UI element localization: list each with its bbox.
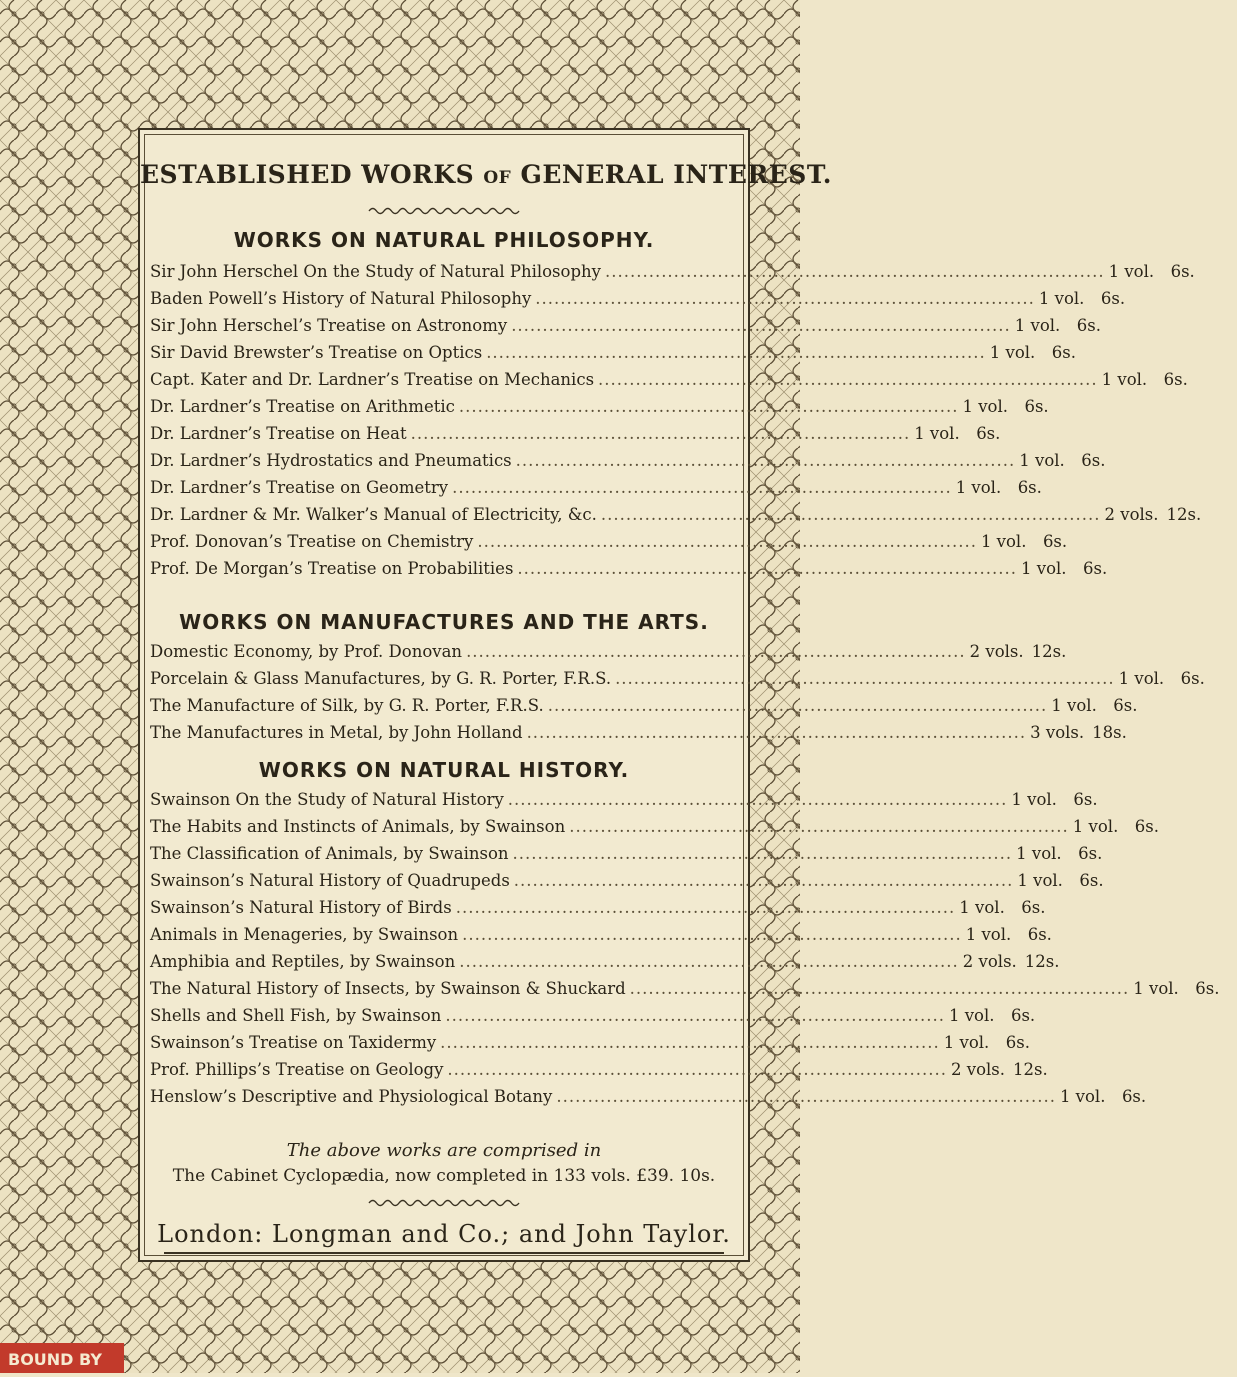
leader-dots <box>513 840 1013 867</box>
page-title <box>140 160 832 189</box>
catalogue-entry <box>150 975 1220 1002</box>
wavy-rule-bottom <box>369 1198 519 1208</box>
entry-volumes: 1 vol. <box>1017 871 1063 890</box>
entry-volumes: 1 vol. <box>965 925 1012 944</box>
leader-dots <box>548 692 1048 719</box>
entry-title: Swainson’s Natural History of Birds <box>150 898 452 917</box>
catalogue-entry <box>150 692 1138 719</box>
entry-title: Henslow’s Descriptive and Physiological Botany <box>150 1087 553 1106</box>
leader-dots <box>527 719 1027 746</box>
entry-price: 6s. <box>1051 343 1076 362</box>
wavy-rule-top <box>369 206 519 216</box>
title-part-of: OF <box>483 168 512 188</box>
catalogue-entry <box>150 528 1068 555</box>
title-part-2: GENERAL INTEREST. <box>511 160 832 189</box>
entry-volumes: 3 vols. <box>1030 723 1085 742</box>
catalogue-entry <box>150 1029 1030 1056</box>
catalogue-entry <box>150 501 1202 528</box>
cyclopaedia-line: The Cabinet Cyclopædia, now completed in 133 vols. £39. 10s. <box>172 1166 716 1186</box>
entry-title: Animals in Menageries, by Swainson <box>150 925 459 944</box>
entry-price: 6s. <box>1081 451 1106 470</box>
leader-dots <box>514 867 1014 894</box>
leader-dots <box>556 1083 1056 1110</box>
entry-title: Swainson’s Natural History of Quadrupeds <box>150 871 510 890</box>
leader-dots <box>605 258 1105 285</box>
entry-title: Swainson On the Study of Natural History <box>150 790 504 809</box>
leader-dots <box>440 1029 940 1056</box>
leader-dots <box>459 948 959 975</box>
leader-dots <box>630 975 1130 1002</box>
entry-volumes: 1 vol. <box>1038 289 1085 308</box>
entry-volumes: 1 vol. <box>948 1006 995 1025</box>
catalogue-entry <box>150 258 1195 285</box>
leader-dots <box>462 921 962 948</box>
leader-dots <box>477 528 977 555</box>
entry-volumes: 1 vol. <box>943 1033 990 1052</box>
catalogue-entry <box>150 285 1126 312</box>
catalogue-entry <box>150 474 1042 501</box>
entry-title: Shells and Shell Fish, by Swainson <box>150 1006 442 1025</box>
catalogue-entry <box>150 840 1103 867</box>
section-heading-manufactures: WORKS ON MANUFACTURES AND THE ARTS. <box>179 610 709 634</box>
entry-price: 6s. <box>1083 559 1108 578</box>
publisher-imprint: London: Longman and Co.; and John Taylor. <box>157 1220 731 1248</box>
list-natural-history <box>150 786 1220 1110</box>
entry-price: 6s. <box>1017 478 1042 497</box>
entry-volumes: 2 vols. <box>1104 505 1159 524</box>
entry-title: Capt. Kater and Dr. Lardner’s Treatise on Mechanics <box>150 370 595 389</box>
catalogue-entry <box>150 339 1076 366</box>
entry-price: 12s. <box>1031 642 1067 661</box>
entry-title: Sir John Herschel’s Treatise on Astronomy <box>150 316 508 335</box>
entry-price: 6s. <box>1121 1087 1147 1106</box>
advertisement-panel <box>138 128 1220 1262</box>
entry-price: 6s. <box>1005 1033 1030 1052</box>
entry-title: Prof. De Morgan’s Treatise on Probabilities <box>150 559 514 578</box>
title-part-1: ESTABLISHED WORKS <box>140 160 484 189</box>
section-heading-natural-history: WORKS ON NATURAL HISTORY. <box>258 758 630 782</box>
entry-price: 6s. <box>1170 262 1195 281</box>
catalogue-entry <box>150 948 1060 975</box>
entry-title: Dr. Lardner’s Treatise on Arithmetic <box>150 397 455 416</box>
entry-price: 6s. <box>1079 871 1104 890</box>
catalogue-entry <box>150 366 1188 393</box>
entry-volumes: 1 vol. <box>1133 979 1179 998</box>
entry-price: 6s. <box>1113 696 1138 715</box>
catalogue-entry <box>150 719 1127 746</box>
comprised-note: The above works are comprised in <box>286 1140 602 1161</box>
leader-dots <box>511 312 1011 339</box>
entry-volumes: 1 vol. <box>1059 1087 1106 1106</box>
entry-price: 6s. <box>1180 669 1205 688</box>
catalogue-entry <box>150 1002 1036 1029</box>
catalogue-entry <box>150 638 1067 665</box>
entry-title: Baden Powell’s History of Natural Philosophy <box>150 289 532 308</box>
entry-volumes: 1 vol. <box>1019 451 1065 470</box>
catalogue-entry <box>150 921 1052 948</box>
entry-title: The Manufactures in Metal, by John Holland <box>150 723 523 742</box>
leader-dots <box>535 285 1035 312</box>
binder-stamp: BOUND BY <box>0 1343 124 1373</box>
entry-volumes: 1 vol. <box>1108 262 1155 281</box>
entry-price: 6s. <box>1021 898 1046 917</box>
entry-price: 18s. <box>1092 723 1127 742</box>
entry-volumes: 1 vol. <box>1016 844 1062 863</box>
catalogue-entry <box>150 813 1160 840</box>
catalogue-entry <box>150 894 1046 921</box>
entry-volumes: 1 vol. <box>1011 790 1057 809</box>
entry-volumes: 1 vol. <box>989 343 1036 362</box>
entry-volumes: 1 vol. <box>1101 370 1148 389</box>
leader-dots <box>452 474 952 501</box>
entry-volumes: 1 vol. <box>1051 696 1097 715</box>
entry-price: 6s. <box>1042 532 1068 551</box>
entry-volumes: 1 vol. <box>959 898 1005 917</box>
entry-price: 6s. <box>1163 370 1188 389</box>
list-natural-philosophy <box>150 258 1202 582</box>
entry-title: Dr. Lardner’s Hydrostatics and Pneumatics <box>150 451 512 470</box>
bottom-rule <box>164 1252 724 1254</box>
entry-title: Dr. Lardner’s Treatise on Heat <box>150 424 407 443</box>
leader-dots <box>517 555 1017 582</box>
leader-dots <box>486 339 986 366</box>
leader-dots <box>598 366 1098 393</box>
entry-title: Amphibia and Reptiles, by Swainson <box>150 952 456 971</box>
section-heading-natural-philosophy: WORKS ON NATURAL PHILOSOPHY. <box>233 228 655 252</box>
entry-title: Prof. Phillips’s Treatise on Geology <box>150 1060 444 1079</box>
catalogue-entry <box>150 786 1098 813</box>
entry-price: 6s. <box>1010 1006 1036 1025</box>
entry-title: Sir John Herschel On the Study of Natural Philosophy <box>150 262 601 281</box>
leader-dots <box>615 665 1115 692</box>
entry-title: Porcelain & Glass Manufactures, by G. R. Porter, F.R.S. <box>150 669 612 688</box>
entry-volumes: 1 vol. <box>1072 817 1119 836</box>
entry-title: Dr. Lardner’s Treatise on Geometry <box>150 478 449 497</box>
entry-title: The Classification of Animals, by Swainson <box>150 844 509 863</box>
entry-price: 12s. <box>1013 1060 1048 1079</box>
catalogue-entry <box>150 420 1001 447</box>
entry-title: Swainson’s Treatise on Taxidermy <box>150 1033 437 1052</box>
entry-title: The Natural History of Insects, by Swainson & Shuckard <box>150 979 626 998</box>
entry-volumes: 1 vol. <box>1118 669 1165 688</box>
entry-volumes: 1 vol. <box>980 532 1027 551</box>
entry-volumes: 1 vol. <box>955 478 1002 497</box>
leader-dots <box>456 894 956 921</box>
leader-dots <box>445 1002 945 1029</box>
leader-dots <box>459 393 959 420</box>
leader-dots <box>601 501 1101 528</box>
leader-dots <box>447 1056 947 1083</box>
leader-dots <box>516 447 1016 474</box>
entry-volumes: 1 vol. <box>962 397 1008 416</box>
entry-price: 6s. <box>1195 979 1220 998</box>
entry-price: 12s. <box>1024 952 1060 971</box>
leader-dots <box>411 420 911 447</box>
entry-price: 6s. <box>976 424 1001 443</box>
entry-price: 6s. <box>1100 289 1126 308</box>
list-manufactures <box>150 638 1205 746</box>
entry-volumes: 2 vols. <box>962 952 1017 971</box>
catalogue-entry <box>150 1056 1048 1083</box>
entry-volumes: 1 vol. <box>1014 316 1061 335</box>
entry-price: 12s. <box>1166 505 1202 524</box>
catalogue-entry <box>150 447 1106 474</box>
leader-dots <box>569 813 1069 840</box>
entry-volumes: 2 vols. <box>969 642 1024 661</box>
entry-title: The Manufacture of Silk, by G. R. Porter, F.R.S. <box>150 696 544 715</box>
entry-price: 6s. <box>1073 790 1098 809</box>
leader-dots <box>508 786 1008 813</box>
catalogue-entry <box>150 867 1104 894</box>
entry-title: The Habits and Instincts of Animals, by Swainson <box>150 817 566 836</box>
entry-title: Dr. Lardner & Mr. Walker’s Manual of Electricity, &c. <box>150 505 597 524</box>
entry-price: 6s. <box>1024 397 1049 416</box>
catalogue-entry <box>150 393 1049 420</box>
entry-price: 6s. <box>1076 316 1101 335</box>
entry-title: Prof. Donovan’s Treatise on Chemistry <box>150 532 474 551</box>
entry-volumes: 1 vol. <box>914 424 960 443</box>
entry-price: 6s. <box>1134 817 1160 836</box>
entry-price: 6s. <box>1078 844 1103 863</box>
entry-volumes: 1 vol. <box>1021 559 1067 578</box>
catalogue-entry <box>150 665 1205 692</box>
entry-title: Sir David Brewster’s Treatise on Optics <box>150 343 483 362</box>
catalogue-entry <box>150 1083 1147 1110</box>
leader-dots <box>466 638 966 665</box>
catalogue-entry <box>150 555 1108 582</box>
catalogue-entry <box>150 312 1101 339</box>
entry-volumes: 2 vols. <box>951 1060 1006 1079</box>
entry-title: Domestic Economy, by Prof. Donovan <box>150 642 463 661</box>
entry-price: 6s. <box>1027 925 1052 944</box>
